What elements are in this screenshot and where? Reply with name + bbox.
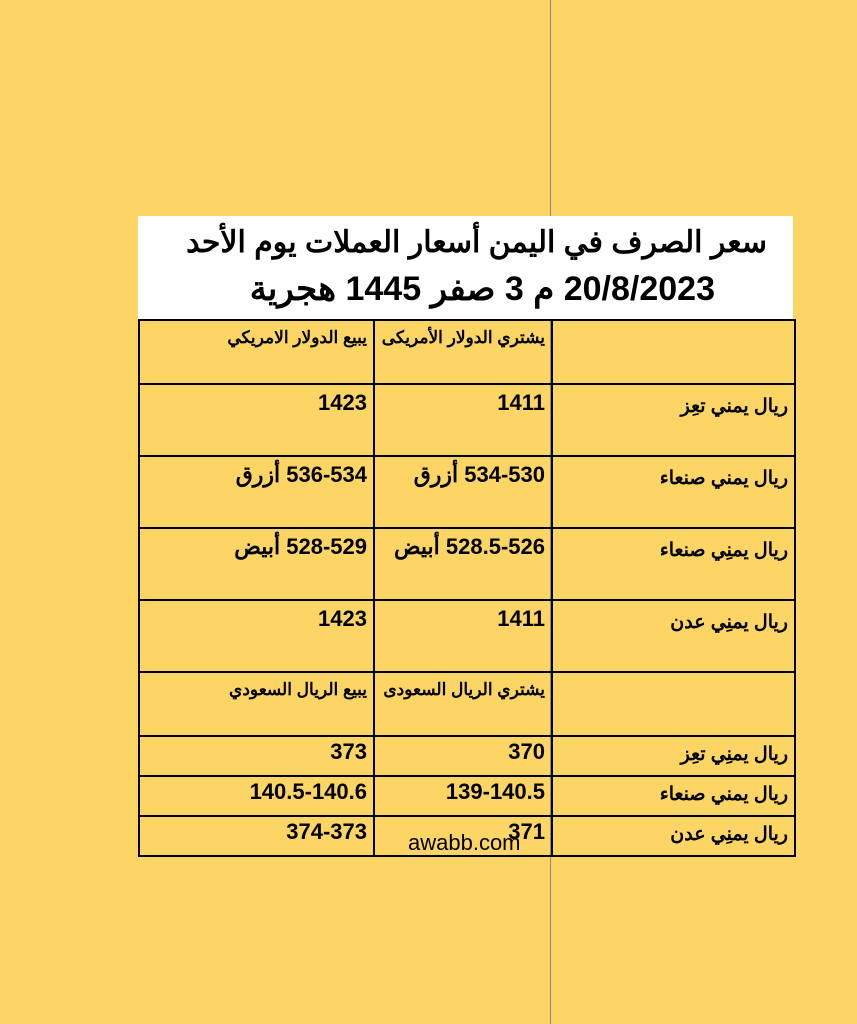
buy-value: 528.5-526 أبيض <box>374 528 552 600</box>
sar-empty-header-cell <box>552 672 795 736</box>
exchange-rates-table <box>138 319 796 857</box>
sell-value: 140.5-140.6 <box>139 776 374 816</box>
buy-value: 139-140.5 <box>374 776 552 816</box>
table-row <box>139 736 795 776</box>
sar-header-row <box>139 672 795 736</box>
sell-value: 528-529 أبيض <box>139 528 374 600</box>
buy-value: 371 <box>374 816 552 856</box>
usd-sell-header: يبيع الدولار الامريكي <box>139 320 374 384</box>
table-row <box>139 600 795 672</box>
row-label: ريال يمنِي عدن <box>552 600 795 672</box>
sell-value: 373 <box>139 736 374 776</box>
buy-value: 534-530 أزرق <box>374 456 552 528</box>
page-date: 20/8/2023 م 3 صفر 1445 هجرية <box>249 270 715 308</box>
sell-value: 536-534 أزرق <box>139 456 374 528</box>
row-label: ريال يمني تعِز <box>552 384 795 456</box>
row-label: ريال يمني صنعاء <box>552 776 795 816</box>
usd-header-row <box>139 320 795 384</box>
sell-value: 1423 <box>139 600 374 672</box>
table-row <box>139 456 795 528</box>
table-row <box>139 776 795 816</box>
website-url: awabb.com <box>408 830 521 855</box>
sell-value: 1423 <box>139 384 374 456</box>
usd-empty-header-cell <box>552 320 795 384</box>
row-label: ريال يمنِي صنعاء <box>552 528 795 600</box>
table-row <box>139 384 795 456</box>
row-label: ريال يمنِي عدن <box>552 816 795 856</box>
table-row <box>139 528 795 600</box>
row-label: ريال يمني صنعاء <box>552 456 795 528</box>
buy-value: 1411 <box>374 600 552 672</box>
header-box <box>138 216 793 319</box>
sell-value: 374-373 <box>139 816 374 856</box>
buy-value: 1411 <box>374 384 552 456</box>
buy-value: 370 <box>374 736 552 776</box>
page-title: سعر الصرف في اليمن أسعار العملات يوم الأحد <box>186 226 767 259</box>
sar-buy-header: يشتري الريال السعودى <box>374 672 552 736</box>
sar-sell-header: يبيع الريال السعودي <box>139 672 374 736</box>
usd-buy-header: يشتري الدولار الأمريكى <box>374 320 552 384</box>
row-label: ريال يمنِي تعِز <box>552 736 795 776</box>
